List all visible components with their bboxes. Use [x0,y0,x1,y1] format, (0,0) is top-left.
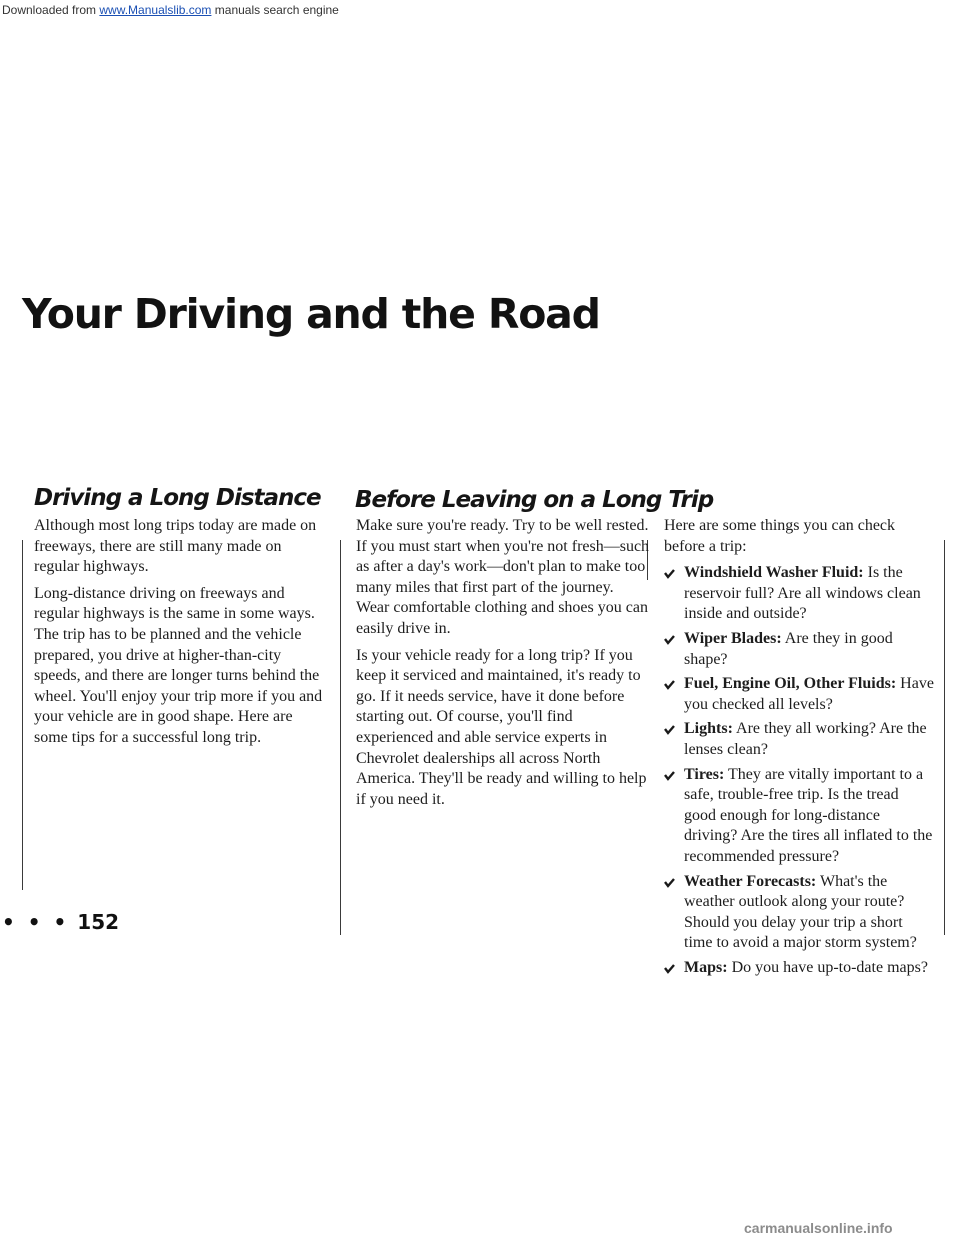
checklist-item-text: What's the weather outlook along your route? Should you delay your trip a short time to avoid a major storm system? [684,872,917,952]
checklist-item-text: Are they in good shape? [684,629,893,668]
checklist-item [664,765,934,868]
download-banner [2,3,339,17]
checklist-item-text: Is the reservoir full? Are all windows clean inside and outside? [684,564,921,623]
check-bullet-icon [664,771,675,781]
checklist-intro: Here are some things you can check before a trip: [664,517,896,555]
check-bullet-icon [664,964,675,974]
banner-suffix: manuals search engine [211,3,339,17]
checklist-item [664,629,934,670]
check-bullet-icon [664,635,675,645]
banner-prefix: Downloaded from [2,3,100,17]
manualslib-link[interactable]: www.Manualslib.com [99,3,212,17]
column-rule-right [944,540,945,935]
checklist-item [664,719,934,760]
check-bullet-icon [664,725,675,735]
check-bullet-icon [664,569,675,579]
checklist-item [664,674,934,715]
checklist-item-label: Wiper Blades: [684,629,782,647]
watermark: carmanualsonline.info [744,1220,893,1236]
checklist-item-label: Lights: [684,720,733,738]
column-rule-left [22,540,23,890]
column-1 [34,516,324,755]
checklist-item-text: Are they all working? Are the lenses clean? [684,720,927,758]
checklist-item-text: Do you have up-to-date maps? [727,958,928,976]
checklist-item-label: Weather Forecasts: [684,872,817,890]
page-dots: • • • [2,910,70,934]
column-3 [664,516,934,982]
column-2 [356,516,650,816]
page-number [2,910,119,934]
section-heading-before-leaving: Before Leaving on a Long Trip [355,487,714,513]
checklist-item-label: Windshield Washer Fluid: [684,564,864,582]
checklist-item-text: Have you checked all levels? [684,675,934,713]
checklist-item-text: They are vitally important to a safe, trouble-free trip. Is the tread good enough for long-distance driving? Are the tires all inflated to the recommended pressure? [684,765,933,865]
section-heading-driving-long-distance: Driving a Long Distance [34,485,321,511]
paragraph: Make sure you're ready. Try to be well rested. If you must start when you're not fresh—such as after a day's work—don't plan to make too many miles that first part of the journey. Wear comfortable clothing and shoes you can easily drive in. [356,517,650,637]
checklist-item-label: Tires: [684,765,725,783]
column-rule-middle [340,540,341,935]
check-bullet-icon [664,680,675,690]
check-bullet-icon [664,878,675,888]
page-header: Your Driving and the Road [22,290,600,338]
checklist-item-label: Fuel, Engine Oil, Other Fluids: [684,675,897,693]
paragraph: Although most long trips today are made on freeways, there are still many made on regular highways. [34,517,317,576]
page-number-value: 152 [77,910,120,934]
checklist [664,563,934,978]
checklist-item [664,958,934,979]
checklist-item [664,872,934,954]
paragraph: Long-distance driving on freeways and regular highways is the same in some ways. The trip has to be planned and the vehicle prepared, you drive at higher-than-city speeds, and there are longer turns behind the wheel. You'll enjoy your trip more if you and your vehicle are in good shape. Here are some tips for a successful long trip. [34,584,323,746]
paragraph: Is your vehicle ready for a long trip? If you keep it serviced and maintained, it's ready to go. If it needs service, have it done before starting out. Of course, you'll find experienced and able service experts in Chevrolet dealerships all across North America. They'll be ready and willing to help if you need it. [356,646,647,808]
checklist-item-label: Maps: [684,958,728,976]
checklist-item [664,563,934,625]
